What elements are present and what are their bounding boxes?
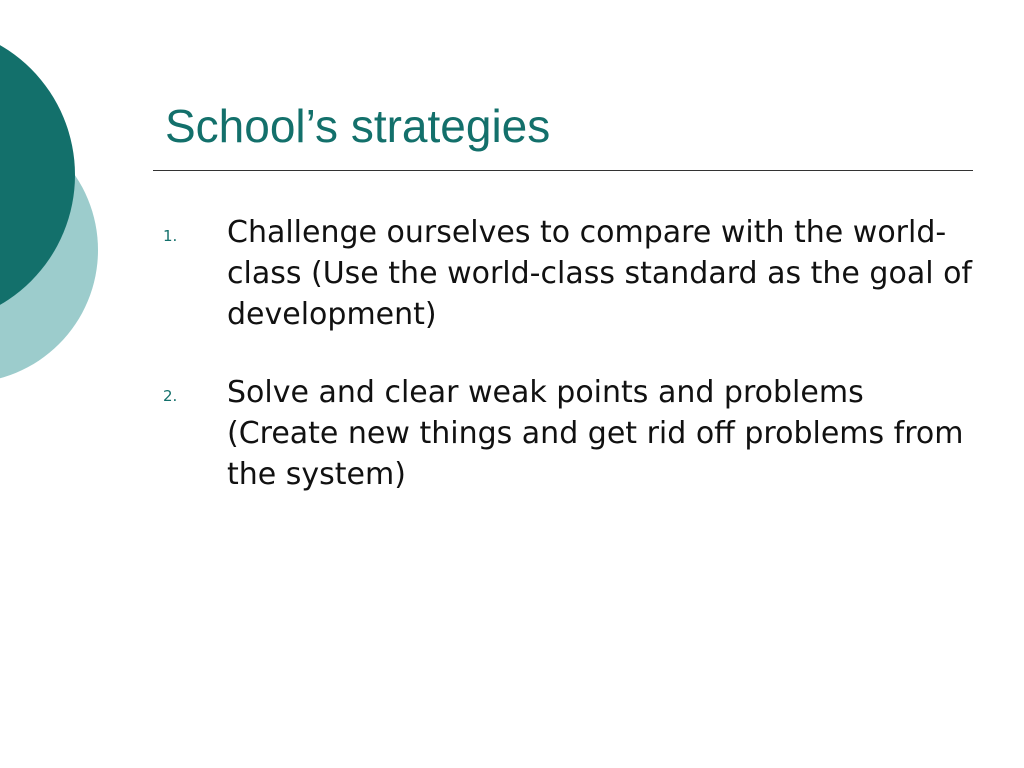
strategy-list: [163, 212, 973, 532]
decorative-circles: [0, 0, 110, 400]
list-item: [163, 372, 973, 495]
list-item-number: 2.: [163, 387, 178, 405]
title-divider: [153, 170, 973, 171]
list-item: [163, 212, 973, 335]
list-item-number: 1.: [163, 227, 178, 245]
list-item-text: Challenge ourselves to compare with the world-class (Use the world-class standard as the goal of development): [227, 215, 972, 332]
list-item-text: Solve and clear weak points and problems (Create new things and get rid off problems from the system): [227, 375, 964, 492]
slide-title: School’s strategies: [165, 100, 551, 152]
